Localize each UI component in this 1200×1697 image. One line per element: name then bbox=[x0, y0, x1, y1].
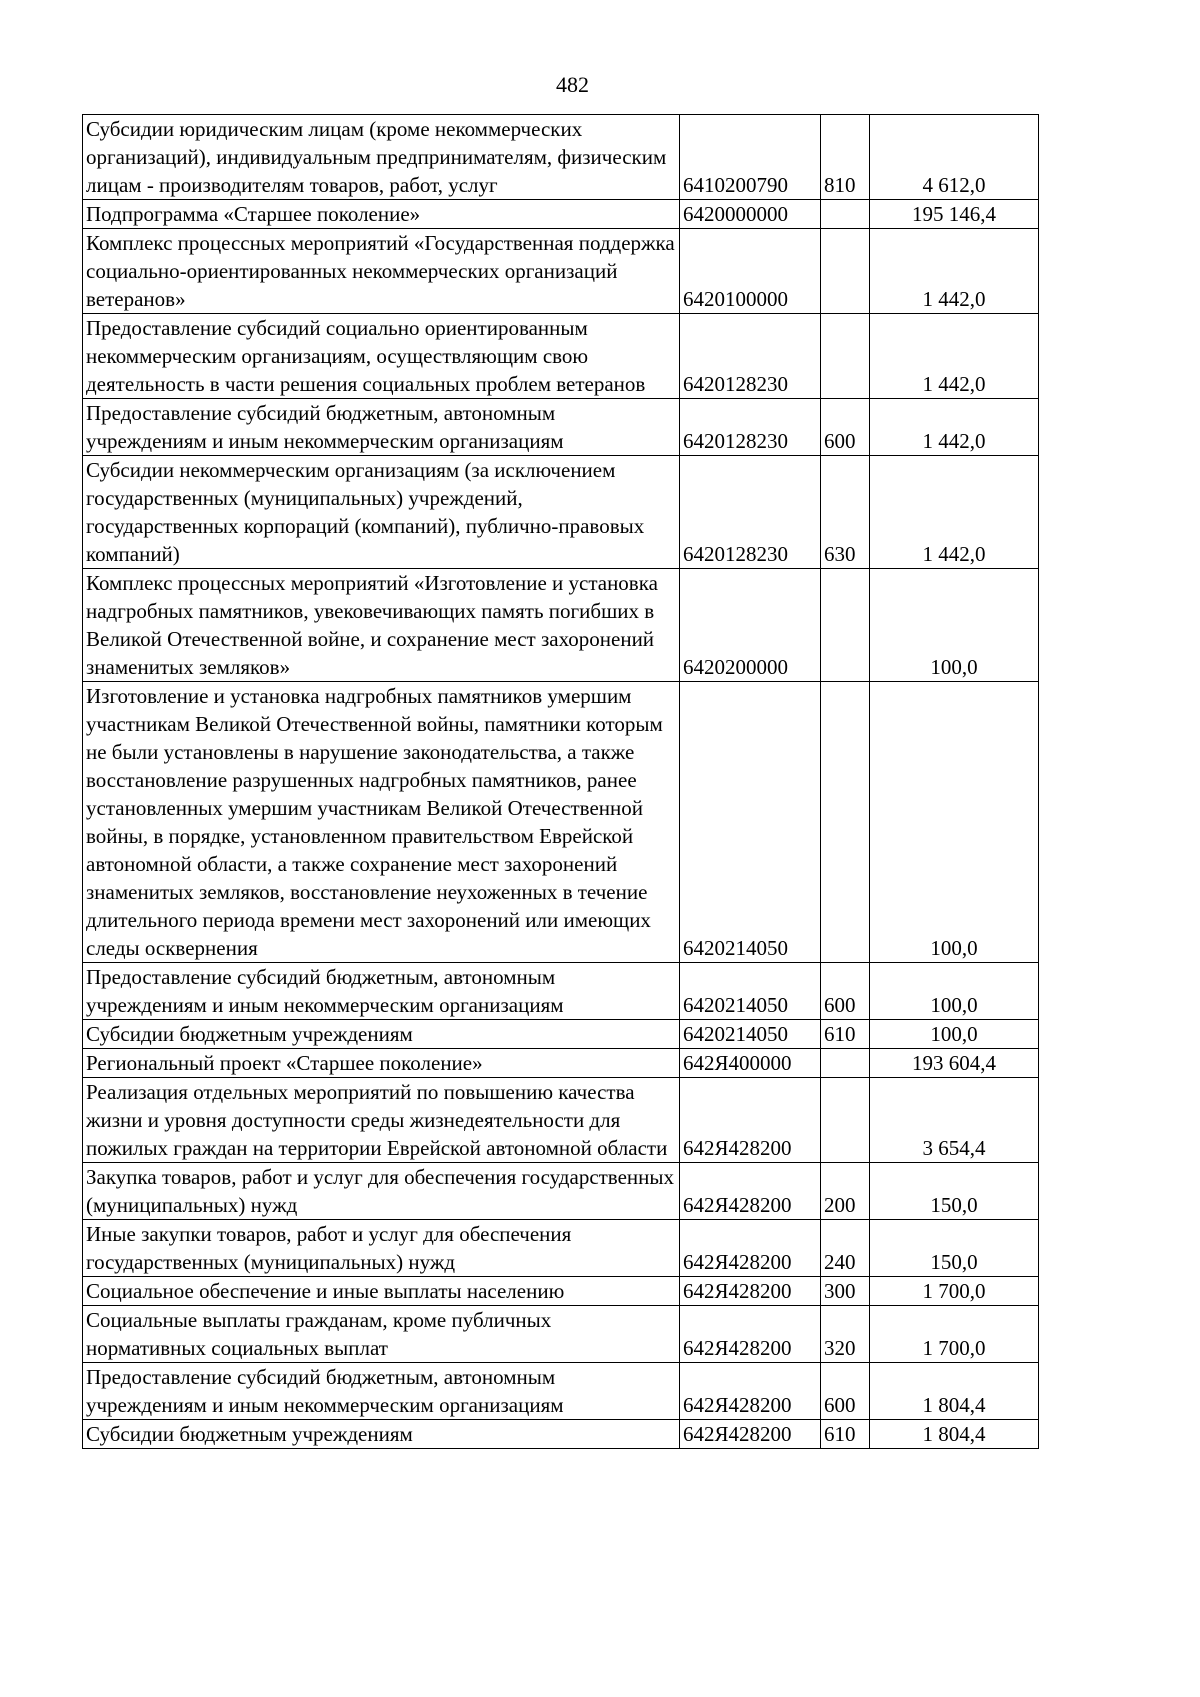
row-code-cell: 6420100000 bbox=[680, 229, 821, 314]
page-number: 482 bbox=[556, 72, 589, 97]
row-name-cell: Предоставление субсидий бюджетным, автономным учреждениям и иным некоммерческим организациям bbox=[83, 963, 680, 1020]
table-row bbox=[83, 1277, 1039, 1306]
row-sum-cell: 1 804,4 bbox=[870, 1363, 1039, 1420]
table-row bbox=[83, 1420, 1039, 1449]
table-row bbox=[83, 1078, 1039, 1163]
budget-table-body bbox=[83, 115, 1039, 1449]
row-sum-cell: 100,0 bbox=[870, 682, 1039, 963]
table-row bbox=[83, 1363, 1039, 1420]
row-type-cell: 610 bbox=[821, 1420, 870, 1449]
row-code-cell: 6420214050 bbox=[680, 1020, 821, 1049]
budget-table bbox=[82, 114, 1039, 1449]
row-code-cell: 642Я400000 bbox=[680, 1049, 821, 1078]
row-name-cell: Субсидии бюджетным учреждениям bbox=[83, 1020, 680, 1049]
row-code-cell: 642Я428200 bbox=[680, 1420, 821, 1449]
row-name-cell: Комплекс процессных мероприятий «Государственная поддержка социально-ориентированных некоммерческих организаций ветеранов» bbox=[83, 229, 680, 314]
row-sum-cell: 100,0 bbox=[870, 569, 1039, 682]
row-name-cell: Предоставление субсидий социально ориентированным некоммерческим организациям, осуществляющим свою деятельность в части решения социальных проблем ветеранов bbox=[83, 314, 680, 399]
row-type-cell: 320 bbox=[821, 1306, 870, 1363]
row-name-cell: Изготовление и установка надгробных памятников умершим участникам Великой Отечественной войны, памятники которым не были установлены в нарушение законодательства, а также восстановление разрушенных надгробных памятников, ранее установленных умершим участникам Великой Отечественной войны, в порядке, установленном правительством Еврейской автономной области, а также сохранение мест захоронений знаменитых земляков, восстановление неухоженных в течение длительного периода времени мест захоронений или имеющих следы осквернения bbox=[83, 682, 680, 963]
row-type-cell: 610 bbox=[821, 1020, 870, 1049]
row-code-cell: 642Я428200 bbox=[680, 1277, 821, 1306]
table-row bbox=[83, 569, 1039, 682]
row-name-cell: Субсидии юридическим лицам (кроме некоммерческих организаций), индивидуальным предпринимателям, физическим лицам - производителям товаров, работ, услуг bbox=[83, 115, 680, 200]
row-name-cell: Региональный проект «Старшее поколение» bbox=[83, 1049, 680, 1078]
row-code-cell: 642Я428200 bbox=[680, 1078, 821, 1163]
row-name-cell: Социальные выплаты гражданам, кроме публичных нормативных социальных выплат bbox=[83, 1306, 680, 1363]
row-sum-cell: 1 700,0 bbox=[870, 1277, 1039, 1306]
row-code-cell: 6420214050 bbox=[680, 682, 821, 963]
row-name-cell: Субсидии некоммерческим организациям (за исключением государственных (муниципальных) учреждений, государственных корпораций (компаний), публично-правовых компаний) bbox=[83, 456, 680, 569]
row-code-cell: 642Я428200 bbox=[680, 1220, 821, 1277]
row-name-cell: Социальное обеспечение и иные выплаты населению bbox=[83, 1277, 680, 1306]
row-type-cell bbox=[821, 314, 870, 399]
row-name-cell: Иные закупки товаров, работ и услуг для обеспечения государственных (муниципальных) нужд bbox=[83, 1220, 680, 1277]
table-row bbox=[83, 229, 1039, 314]
row-type-cell bbox=[821, 569, 870, 682]
table-row bbox=[83, 963, 1039, 1020]
row-name-cell: Субсидии бюджетным учреждениям bbox=[83, 1420, 680, 1449]
table-row bbox=[83, 1020, 1039, 1049]
row-sum-cell: 193 604,4 bbox=[870, 1049, 1039, 1078]
row-name-cell: Реализация отдельных мероприятий по повышению качества жизни и уровня доступности среды жизнедеятельности для пожилых граждан на территории Еврейской автономной области bbox=[83, 1078, 680, 1163]
row-code-cell: 6420128230 bbox=[680, 399, 821, 456]
row-type-cell: 200 bbox=[821, 1163, 870, 1220]
table-row bbox=[83, 314, 1039, 399]
row-sum-cell: 1 804,4 bbox=[870, 1420, 1039, 1449]
row-sum-cell: 150,0 bbox=[870, 1163, 1039, 1220]
row-type-cell bbox=[821, 682, 870, 963]
table-row bbox=[83, 200, 1039, 229]
table-row bbox=[83, 456, 1039, 569]
row-name-cell: Комплекс процессных мероприятий «Изготовление и установка надгробных памятников, увековечивающих память погибших в Великой Отечественной войне, и сохранение мест захоронений знаменитых земляков» bbox=[83, 569, 680, 682]
row-name-cell: Подпрограмма «Старшее поколение» bbox=[83, 200, 680, 229]
row-type-cell: 630 bbox=[821, 456, 870, 569]
row-sum-cell: 150,0 bbox=[870, 1220, 1039, 1277]
row-code-cell: 6420200000 bbox=[680, 569, 821, 682]
row-code-cell: 642Я428200 bbox=[680, 1306, 821, 1363]
row-sum-cell: 4 612,0 bbox=[870, 115, 1039, 200]
row-type-cell: 600 bbox=[821, 399, 870, 456]
row-code-cell: 642Я428200 bbox=[680, 1163, 821, 1220]
row-code-cell: 642Я428200 bbox=[680, 1363, 821, 1420]
table-row bbox=[83, 399, 1039, 456]
row-name-cell: Закупка товаров, работ и услуг для обеспечения государственных (муниципальных) нужд bbox=[83, 1163, 680, 1220]
row-type-cell bbox=[821, 200, 870, 229]
row-sum-cell: 1 700,0 bbox=[870, 1306, 1039, 1363]
row-sum-cell: 100,0 bbox=[870, 963, 1039, 1020]
row-sum-cell: 1 442,0 bbox=[870, 314, 1039, 399]
table-row bbox=[83, 1306, 1039, 1363]
row-type-cell: 810 bbox=[821, 115, 870, 200]
row-sum-cell: 1 442,0 bbox=[870, 229, 1039, 314]
row-code-cell: 6420214050 bbox=[680, 963, 821, 1020]
row-sum-cell: 195 146,4 bbox=[870, 200, 1039, 229]
table-row bbox=[83, 115, 1039, 200]
row-type-cell bbox=[821, 1049, 870, 1078]
row-type-cell bbox=[821, 1078, 870, 1163]
row-code-cell: 6420000000 bbox=[680, 200, 821, 229]
table-row bbox=[83, 1220, 1039, 1277]
row-type-cell bbox=[821, 229, 870, 314]
row-sum-cell: 100,0 bbox=[870, 1020, 1039, 1049]
row-type-cell: 300 bbox=[821, 1277, 870, 1306]
table-row bbox=[83, 1163, 1039, 1220]
row-name-cell: Предоставление субсидий бюджетным, автономным учреждениям и иным некоммерческим организациям bbox=[83, 399, 680, 456]
row-code-cell: 6420128230 bbox=[680, 456, 821, 569]
table-row bbox=[83, 1049, 1039, 1078]
row-sum-cell: 1 442,0 bbox=[870, 399, 1039, 456]
row-code-cell: 6410200790 bbox=[680, 115, 821, 200]
row-type-cell: 240 bbox=[821, 1220, 870, 1277]
row-sum-cell: 3 654,4 bbox=[870, 1078, 1039, 1163]
row-type-cell: 600 bbox=[821, 1363, 870, 1420]
row-code-cell: 6420128230 bbox=[680, 314, 821, 399]
row-type-cell: 600 bbox=[821, 963, 870, 1020]
row-sum-cell: 1 442,0 bbox=[870, 456, 1039, 569]
table-row bbox=[83, 682, 1039, 963]
row-name-cell: Предоставление субсидий бюджетным, автономным учреждениям и иным некоммерческим организациям bbox=[83, 1363, 680, 1420]
